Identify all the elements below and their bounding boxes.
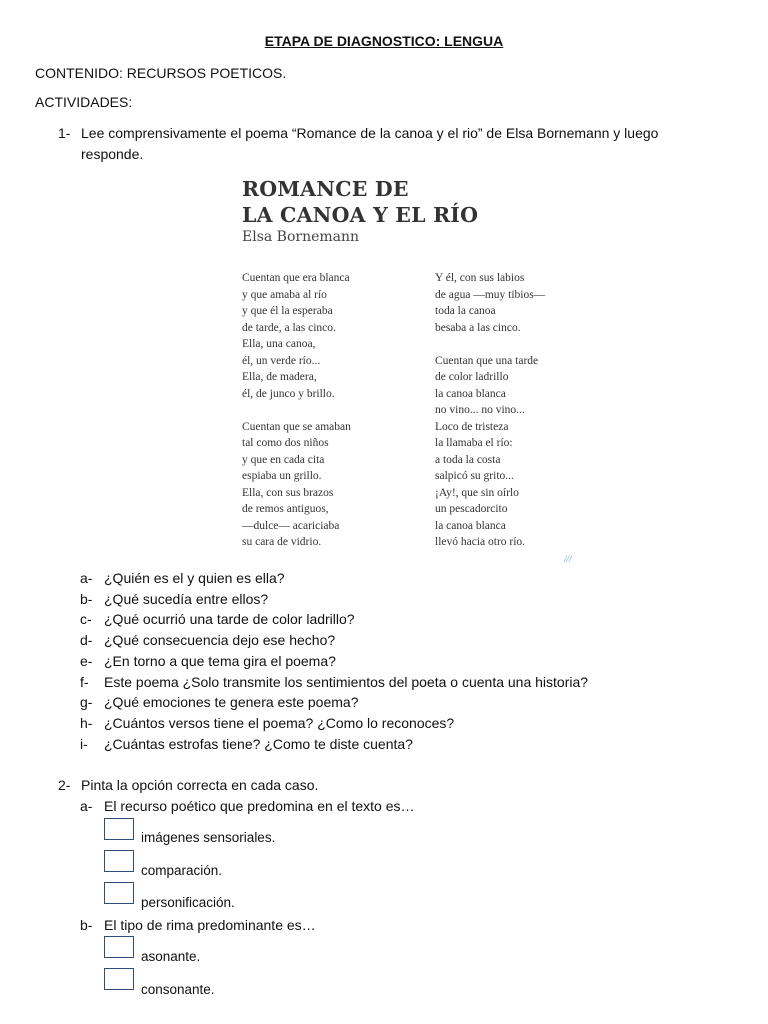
verse: espiaba un grillo. bbox=[242, 470, 322, 482]
verse: y que en cada cita bbox=[242, 453, 325, 466]
verse: la llamaba el río: bbox=[435, 437, 513, 449]
activity-2-question-b bbox=[80, 915, 316, 935]
verse: él, de junco y brillo. bbox=[242, 387, 335, 400]
poem-title-line2: LA CANOA Y EL RÍO bbox=[242, 203, 479, 227]
verse: y que él la esperaba bbox=[242, 305, 333, 317]
poem-title-line1: ROMANCE DE bbox=[242, 177, 409, 201]
verse: tal como dos niños bbox=[242, 437, 329, 449]
verse: Y él, con sus labios bbox=[435, 272, 525, 284]
verse: Ella, con sus brazos bbox=[242, 486, 334, 499]
question-h bbox=[80, 713, 454, 733]
verse: Loco de tristeza bbox=[435, 420, 509, 433]
watermark-mark: /// bbox=[564, 554, 572, 564]
verse: —dulce— acariciaba bbox=[242, 519, 340, 532]
verse: Cuentan que una tarde bbox=[435, 354, 539, 367]
verse: su cara de vidrio. bbox=[242, 536, 322, 548]
contenido-line: CONTENIDO: RECURSOS POETICOS. bbox=[35, 65, 287, 81]
question-letter: e- bbox=[80, 653, 93, 669]
poem-title bbox=[242, 176, 478, 228]
option-label-comparacion: comparación. bbox=[141, 863, 223, 878]
option-checkbox-consonante[interactable] bbox=[104, 968, 134, 990]
option-checkbox-asonante[interactable] bbox=[104, 936, 134, 958]
verse: un pescadorcito bbox=[435, 503, 508, 515]
question-f bbox=[80, 672, 588, 692]
question-text: El recurso poético que predomina en el texto es… bbox=[104, 798, 415, 814]
verse: toda la canoa bbox=[435, 305, 496, 317]
verse: la canoa blanca bbox=[435, 387, 506, 400]
option-checkbox-imagenes-sensoriales[interactable] bbox=[104, 818, 134, 840]
verse: Cuentan que era blanca bbox=[242, 272, 350, 284]
verse: de remos antiguos, bbox=[242, 503, 329, 515]
option-checkbox-personificacion[interactable] bbox=[104, 882, 134, 904]
verse: Ella, una canoa, bbox=[242, 338, 316, 350]
verse: besaba a las cinco. bbox=[435, 321, 521, 334]
poem-left-column bbox=[242, 270, 351, 551]
question-g bbox=[80, 692, 359, 712]
verse: la canoa blanca bbox=[435, 519, 506, 532]
option-label-imagenes-sensoriales: imágenes sensoriales. bbox=[141, 830, 276, 845]
question-letter: a- bbox=[80, 798, 93, 814]
activity-2-question-a bbox=[80, 796, 415, 816]
activity-1-text-line1: Lee comprensivamente el poema “Romance de la canoa y el rio” de Elsa Bornemann y luego bbox=[81, 125, 659, 141]
question-text: ¿Qué ocurrió una tarde de color ladrillo? bbox=[104, 611, 355, 627]
verse: Ella, de madera, bbox=[242, 371, 317, 383]
actividades-label: ACTIVIDADES: bbox=[35, 94, 133, 110]
option-checkbox-comparacion[interactable] bbox=[104, 850, 134, 872]
option-label-personificacion: personificación. bbox=[141, 895, 235, 910]
question-text: ¿Cuántos versos tiene el poema? ¿Como lo reconoces? bbox=[104, 715, 455, 731]
poem-right-column bbox=[435, 270, 545, 551]
question-e bbox=[80, 651, 336, 671]
verse: y que amaba al río bbox=[242, 288, 327, 301]
option-label-asonante: asonante. bbox=[141, 949, 201, 964]
activity-2-text: Pinta la opción correcta en cada caso. bbox=[81, 777, 319, 793]
stanza-gap bbox=[435, 336, 545, 353]
question-text: Este poema ¿Solo transmite los sentimientos del poeta o cuenta una historia? bbox=[104, 674, 589, 690]
question-text: El tipo de rima predominante es… bbox=[104, 917, 316, 933]
question-letter: f- bbox=[80, 674, 89, 690]
verse: de color ladrillo bbox=[435, 371, 509, 383]
verse: no vino... no vino... bbox=[435, 404, 525, 416]
question-text: ¿Qué consecuencia dejo ese hecho? bbox=[104, 632, 336, 648]
activity-2-number: 2- bbox=[58, 777, 71, 793]
question-letter: b- bbox=[80, 917, 93, 933]
verse: ¡Ay!, que sin oírlo bbox=[435, 486, 519, 499]
stanza-gap bbox=[242, 402, 351, 419]
activity-1-text-line2: responde. bbox=[81, 146, 144, 162]
verse: salpicó su grito... bbox=[435, 470, 514, 482]
verse: de tarde, a las cinco. bbox=[242, 321, 336, 334]
verse: a toda la costa bbox=[435, 453, 501, 466]
page-title: ETAPA DE DIAGNOSTICO: LENGUA bbox=[264, 33, 504, 49]
question-text: ¿Qué sucedía entre ellos? bbox=[104, 591, 269, 607]
poem-author: Elsa Bornemann bbox=[242, 229, 360, 245]
question-letter: h- bbox=[80, 715, 93, 731]
question-text: ¿Quién es el y quien es ella? bbox=[104, 570, 285, 586]
activity-1-number: 1- bbox=[58, 125, 71, 141]
verse: de agua —muy tibios— bbox=[435, 288, 546, 301]
question-letter: a- bbox=[80, 570, 93, 586]
verse: él, un verde río... bbox=[242, 354, 321, 367]
question-c bbox=[80, 609, 355, 629]
question-d bbox=[80, 630, 335, 650]
question-letter: c- bbox=[80, 611, 92, 627]
question-letter: d- bbox=[80, 632, 93, 648]
question-letter: b- bbox=[80, 591, 93, 607]
question-a bbox=[80, 568, 285, 588]
verse: Cuentan que se amaban bbox=[242, 420, 351, 433]
question-text: ¿Cuántas estrofas tiene? ¿Como te diste cuenta? bbox=[104, 736, 413, 752]
question-letter: g- bbox=[80, 694, 93, 710]
question-i bbox=[80, 734, 413, 754]
question-b bbox=[80, 589, 268, 609]
option-label-consonante: consonante. bbox=[141, 982, 215, 997]
question-letter: i- bbox=[80, 736, 88, 752]
verse: llevó hacia otro río. bbox=[435, 536, 526, 548]
question-text: ¿En torno a que tema gira el poema? bbox=[104, 653, 336, 669]
question-text: ¿Qué emociones te genera este poema? bbox=[104, 694, 359, 710]
